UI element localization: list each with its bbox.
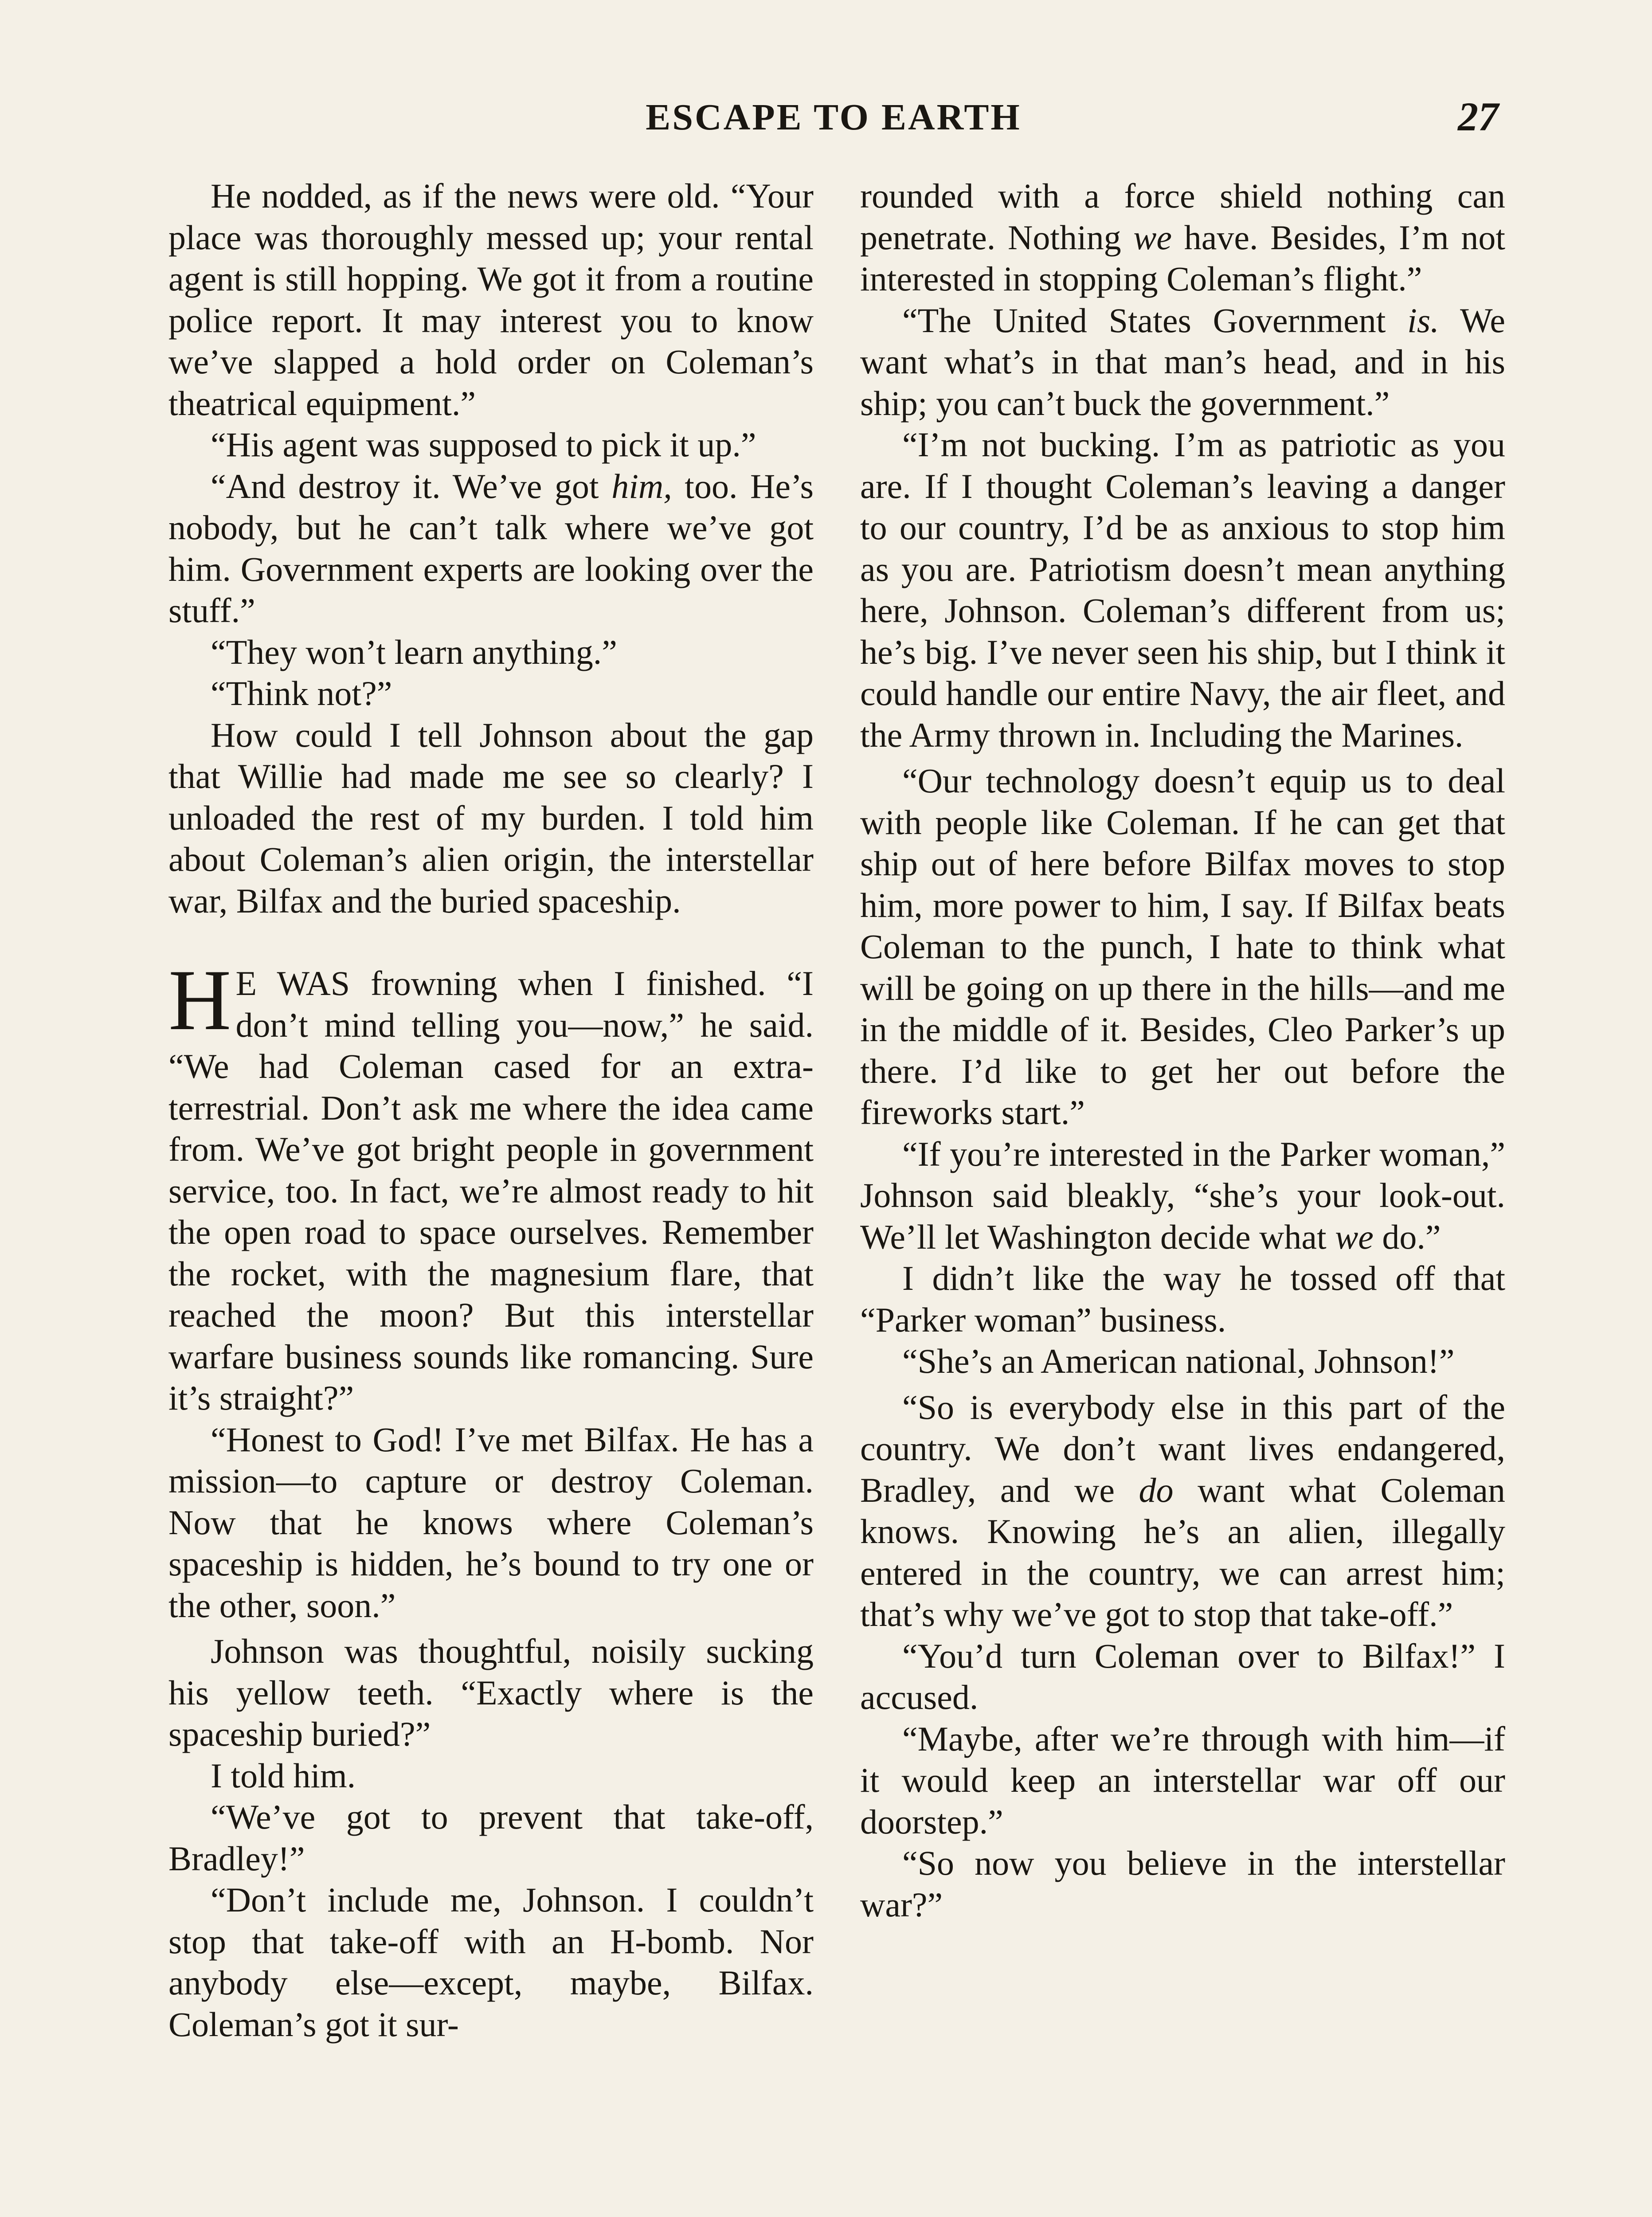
continued-paragraph bbox=[860, 175, 1505, 300]
paragraph: “Maybe, after we’re through with him—if it would keep an interstellar war off our doorstep.” bbox=[860, 1719, 1505, 1841]
text-run: do.” bbox=[1373, 1217, 1441, 1256]
text-run: “If you’re interested in the Parker woman,” Johnson said bleakly, “she’s your look-out. We’ll let Washington decide what bbox=[860, 1134, 1505, 1256]
paragraph: “Think not?” bbox=[211, 674, 392, 713]
paragraph: “His agent was supposed to pick it up.” bbox=[211, 425, 756, 464]
emphasis: we bbox=[1133, 218, 1172, 257]
paragraph: I didn’t like the way he tossed off that “Parker woman” business. bbox=[860, 1259, 1505, 1339]
text-run: “The United States Government bbox=[902, 301, 1408, 340]
drop-cap: H bbox=[168, 952, 231, 1048]
paragraph: “We’ve got to prevent that take-off, Bradley!” bbox=[168, 1798, 814, 1878]
left-column bbox=[168, 175, 814, 2217]
section-start-paragraph bbox=[168, 952, 814, 1419]
text-run: have. Besides, I’m not interested in stopping Coleman’s flight.” bbox=[860, 218, 1505, 298]
emphasis: him, bbox=[611, 466, 672, 505]
emphasis: is. bbox=[1407, 301, 1439, 340]
text-run: want what Coleman knows. Knowing he’s an alien, illegally entered in the country, we can arrest him; that’s why we’ve got to stop that take-off.” bbox=[860, 1470, 1505, 1633]
paragraph: “They won’t learn anything.” bbox=[211, 632, 617, 671]
running-title: ESCAPE TO EARTH bbox=[646, 97, 1022, 138]
text-run: We want what’s in that man’s head, and in his ship; you can’t buck the government.” bbox=[860, 301, 1505, 423]
paragraph: Johnson was thoughtful, noisily sucking his yellow teeth. “Exactly where is the spaceship buried?” bbox=[168, 1632, 814, 1753]
page-number: 27 bbox=[1458, 94, 1499, 139]
paragraph: “I’m not bucking. I’m as patriotic as you are. If I thought Coleman’s leaving a danger to our country, I’d be as anxious to stop him as you are. Patriotism doesn’t mean anything here, Johnson. Coleman’s different from us; he’s big. I’ve never seen his ship, but I think it could handle our entire Navy, the air fleet, and the Army thrown in. Including the Marines. bbox=[860, 425, 1505, 754]
paragraph: “So now you believe in the interstellar war?” bbox=[860, 1844, 1505, 1924]
text-columns bbox=[168, 175, 1505, 2217]
paragraph: “She’s an American national, Johnson!” bbox=[902, 1342, 1455, 1380]
paragraph: I told him. bbox=[211, 1756, 356, 1795]
emphasis: do bbox=[1139, 1470, 1174, 1509]
page-header bbox=[168, 89, 1499, 146]
text-run: “And destroy it. We’ve got bbox=[211, 466, 612, 505]
paragraph bbox=[860, 1387, 1505, 1635]
emphasis: we bbox=[1335, 1217, 1374, 1256]
text-run: “So is everybody else in this part of the country. We don’t want lives endangered, Bradley, and we bbox=[860, 1387, 1505, 1509]
paragraph: “You’d turn Coleman over to Bilfax!” I accused. bbox=[860, 1636, 1505, 1716]
paragraph: How could I tell Johnson about the gap that Willie had made me see so clearly? I unloaded the rest of my burden. I told him about Coleman’s alien origin, the interstellar war, Bilfax and the buried spaceship. bbox=[168, 715, 814, 920]
right-column bbox=[860, 175, 1505, 2217]
text-run: E WAS frowning when I finished. “I don’t mind telling you—now,” he said. “We had Coleman cased for an extra-terrestrial. Don’t ask me where the idea came from. We’ve got bright people in government service, too. In fact, we’re almost ready to hit the open road to space ourselves. Remember the rocket, with the magnesium flare, that reached the moon? But this interstellar warfare business sounds like romancing. Sure it’s straight?” bbox=[168, 964, 814, 1417]
text-run: too. He’s nobody, but he can’t talk where we’ve got him. Government experts are looking over the stuff.” bbox=[168, 466, 814, 630]
paragraph: “Don’t include me, Johnson. I couldn’t stop that take-off with an H-bomb. Nor anybody else—except, maybe, Bilfax. Coleman’s got it sur- bbox=[168, 1880, 814, 2044]
paragraph bbox=[860, 300, 1505, 424]
paragraph: He nodded, as if the news were old. “Your place was thoroughly messed up; your rental agent is still hopping. We got it from a routine police report. It may interest you to know we’ve slapped a hold order on Coleman’s theatrical equipment.” bbox=[168, 176, 814, 423]
text-run: rounded with a force shield nothing can penetrate. Nothing bbox=[860, 176, 1505, 257]
paragraph: “Honest to God! I’ve met Bilfax. He has a mission—to capture or destroy Coleman. Now that he knows where Coleman’s spaceship is hidden, he’s bound to try one or the other, soon.” bbox=[168, 1420, 814, 1625]
paragraph: “Our technology doesn’t equip us to deal with people like Coleman. If he can get that ship out of here before Bilfax moves to stop him, more power to him, I say. If Bilfax beats Coleman to the punch, I hate to think what will be going on up there in the hills—and me in the middle of it. Besides, Cleo Parker’s up there. I’d like to get her out before the fireworks start.” bbox=[860, 761, 1505, 1132]
paragraph bbox=[168, 466, 814, 631]
paragraph bbox=[860, 1133, 1505, 1258]
